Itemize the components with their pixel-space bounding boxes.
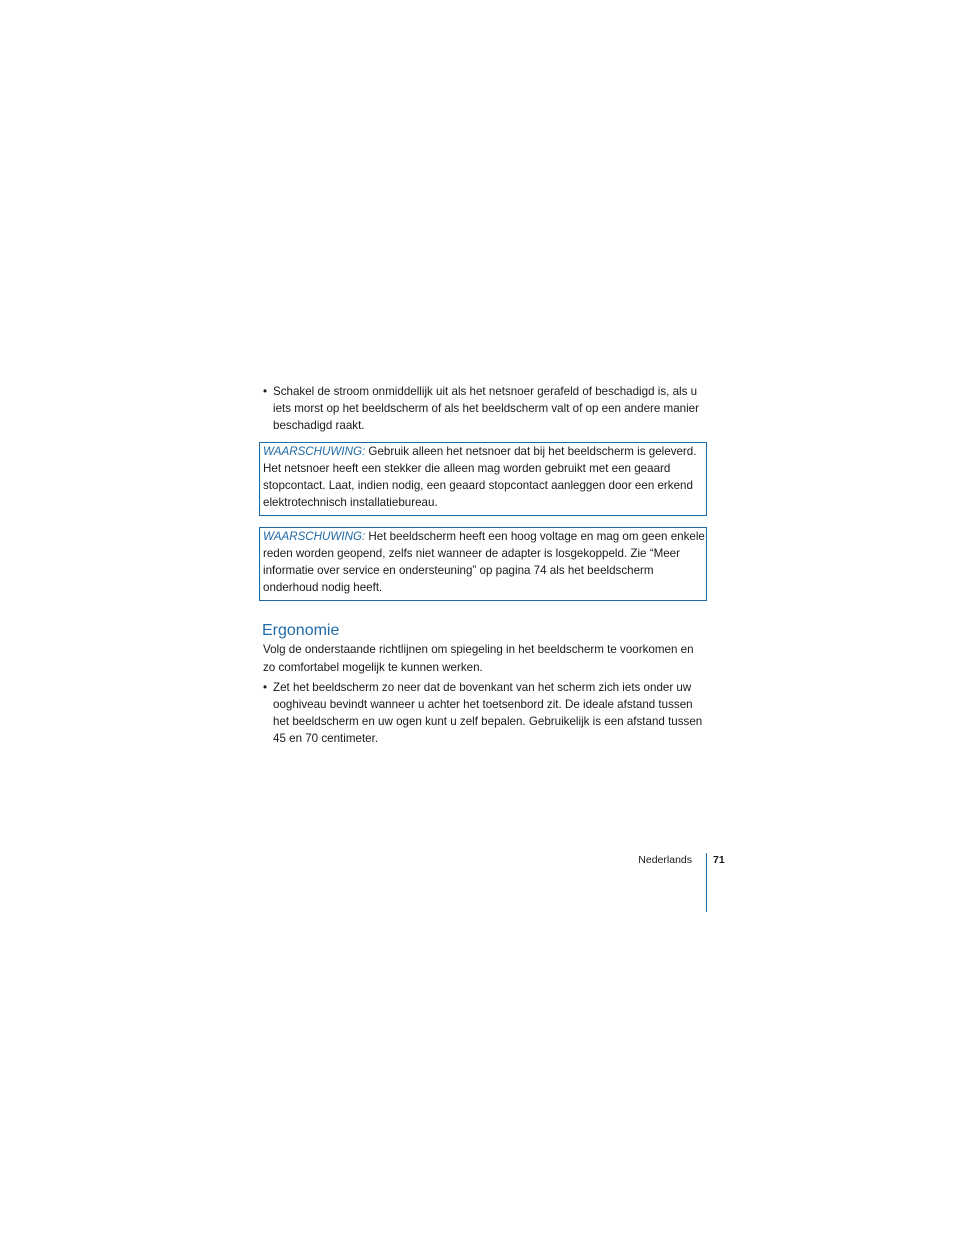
footer-language-label: Nederlands bbox=[638, 854, 692, 866]
warning-line: Het netsnoer heeft een stekker die alleen mag worden gebruikt met een geaard bbox=[263, 462, 671, 475]
warning-content bbox=[263, 528, 705, 596]
warning-first-line bbox=[263, 443, 696, 460]
footer-divider bbox=[706, 853, 707, 912]
bullet-text bbox=[273, 679, 702, 747]
warning-line: onderhoud nodig heeft. bbox=[263, 581, 383, 594]
bullet-text bbox=[273, 383, 699, 434]
section-intro-paragraph bbox=[263, 641, 694, 677]
warning-first-line-text: Gebruik alleen het netsnoer dat bij het beeldscherm is geleverd. bbox=[365, 445, 697, 458]
warning-line: reden worden geopend, zelfs niet wanneer de adapter is losgekoppeld. Zie “Meer bbox=[263, 547, 680, 560]
paragraph-line: zo comfortabel mogelijk te kunnen werken. bbox=[263, 661, 483, 674]
bullet-line: het beeldscherm en uw ogen kunt u zelf bepalen. Gebruikelijk is een afstand tussen bbox=[273, 715, 703, 728]
bullet-glyph: • bbox=[263, 681, 268, 694]
bullet-line: Schakel de stroom onmiddellijk uit als het netsnoer gerafeld of beschadigd is, als u bbox=[273, 385, 698, 398]
warning-line: elektrotechnisch installatiebureau. bbox=[263, 496, 438, 509]
section-heading-ergonomie: Ergonomie bbox=[262, 622, 340, 639]
warning-line: stopcontact. Laat, indien nodig, een geaard stopcontact aanleggen door een erkend bbox=[263, 479, 693, 492]
bullet-line: ooghiveau bevindt wanneer u achter het toetsenbord zit. De ideale afstand tussen bbox=[273, 698, 693, 711]
page-number: 71 bbox=[713, 854, 725, 866]
bullet-glyph: • bbox=[263, 385, 268, 398]
warning-box-power-cord bbox=[259, 442, 707, 516]
paragraph-line: Volg de onderstaande richtlijnen om spiegeling in het beeldscherm te voorkomen en bbox=[263, 643, 694, 656]
bullet-line: 45 en 70 centimeter. bbox=[273, 732, 379, 745]
warning-line: informatie over service en ondersteuning” op pagina 74 als het beeldscherm bbox=[263, 564, 654, 577]
bullet-line: iets morst op het beeldscherm of als het beeldscherm valt of op een andere manier bbox=[273, 402, 699, 415]
warning-first-line bbox=[263, 528, 705, 545]
warning-first-line-text: Het beeldscherm heeft een hoog voltage en mag om geen enkele bbox=[365, 530, 705, 543]
bullet-line: Zet het beeldscherm zo neer dat de bovenkant van het scherm zich iets onder uw bbox=[273, 681, 692, 694]
warning-box-high-voltage bbox=[259, 527, 707, 601]
warning-label: WAARSCHUWING: bbox=[263, 445, 366, 458]
warning-label: WAARSCHUWING: bbox=[263, 530, 366, 543]
bullet-line: beschadigd raakt. bbox=[273, 419, 365, 432]
warning-content bbox=[263, 443, 696, 511]
